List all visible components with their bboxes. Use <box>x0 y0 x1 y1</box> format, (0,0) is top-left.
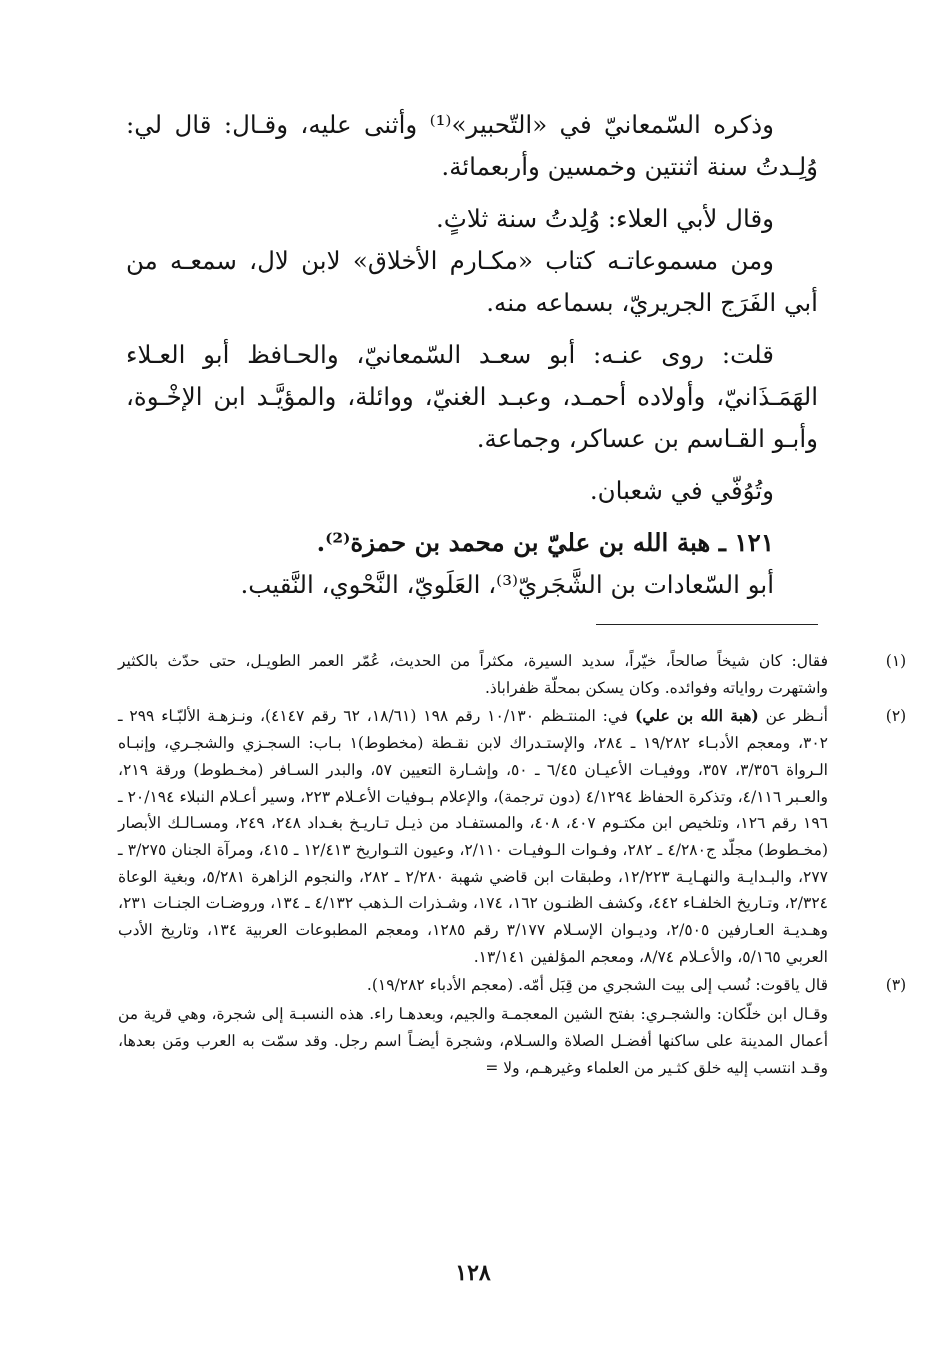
footnotes <box>118 648 907 1083</box>
paragraph-abu-alala: وقال لأبي العلاء: وُلِدتُ سنة ثلاثٍ. <box>435 204 774 233</box>
footnote-text <box>118 703 828 970</box>
footnote-subject: (هبة الله بن علي) <box>635 706 759 726</box>
paragraph-narrators: قلت: روى عنـه: أبو سعـد السّمعانيّ، والحـافظ أبو العـلاء الهَمَـذَانيّ، وأولاده أحمـد، وعبـد الغنيّ، ووائلة، والمؤيَّـد ابن الإخْـوة، وأبـو القـاسم بن عساكر، وجماعة. <box>126 340 818 453</box>
footnote-1 <box>118 648 907 701</box>
footnote-2 <box>118 703 907 970</box>
footnote-separator <box>596 624 818 625</box>
footnote-number: (٢) <box>885 707 907 726</box>
entry-title: ١٢١ ـ هبة الله بن عليّ بن محمد بن حمزة⁽²⁾. <box>316 528 774 557</box>
paragraph-death: وتُوُفّي في شعبان. <box>589 476 774 505</box>
paragraph-samani: وذكره السّمعانيّ في «التّحبير»⁽¹⁾ وأثنى عليه، وقـال: قال لي: وُلِـدتُ سنة اثنتين وخمسين وأربعمائة. <box>126 110 818 181</box>
entry-subtitle: أبو السّعادات بن الشَّجَريّ⁽³⁾، العَلَويّ، النَّحْوي، النَّقيب. <box>240 570 774 599</box>
footnote-number: (٣) <box>885 976 907 995</box>
footnote-body: في: المنتـظم ١٠/١٣٠ رقم ١٩٨ (١٨/٦١، ٦٢ رقم ٤١٤٧)، ونـزهـة الألبّـاء ٢٩٩ ـ ٣٠٢، ومعجم الأدبـاء ١٩/٢٨٢ ـ ٢٨٤، والإستـدراك لابن نقـطة (مخطوط)١ بـاب: السجـزي والشجـري، وإنبـاه الـرواة ٣/٣٥٦، ٣٥٧، ووفيـات الأعيـان ٦/٤٥ ـ ٥٠، وإشـارة التعيين ٥٧، والبدر السـافر (مخـطوط) ورقة ٢١٩، والعـبر ٤/١١٦، وتذكرة الحفاظ ٤/١٢٩٤ (دون ترجمة)، والإعلام بـوفيات الأعـلام ٢٢٣، وسير أعـلام النبلاء ٢٠/١٩٤ ـ ١٩٦ رقم ١٢٦، وتلخيص ابن مكتـوم ٤٠٧، ٤٠٨، والمستفـاد من ذيـل تـاريـخ بغـداد ٢٤٨، ٢٤٩، ومسـالـك الأبصار (مخـطوط) مجلّد ج٤/٢٨٠ ـ ٢٨٢، وفـوات الـوفيـات ٢/١١٠، وعيون التـواريخ ١٢/٤١٣ ـ ٤١٥، ومرآة الجنان ٣/٢٧٥ ـ ٢٧٧، والبـدايـة والنهـايـة ١٢/٢٢٣، وطبقات ابن قاضي شهبة ٢/٢٨٠ ـ ٢٨٢، والنجوم الزاهرة ٥/٢٨١، وبغية الوعاة ٢/٣٢٤، وتـاريخ الخلفـاء ٤٤٢، وكشف الظنـون ١٦٢، ١٧٤، وشـذرات الـذهب ٤/١٣٢ ـ ١٣٤، وروضـات الجنـات ٢٣١، وهـديـة العـارفين ٢/٥٠٥، وديـوان الإسـلام ٣/١٧٧ رقم ١٢٨٥، ومعجم المطبوعات العربية ١٣٤، وتاريخ الأدب العربي ٥/١٦٥، والأعـلام ٨/٧٤، ومعجم المؤلفين ١٣/١٤١. <box>118 707 829 966</box>
footnote-text: فقال: كان شيخاً صالحاً، خيّراً، سديد السيرة، مكثراً من الحديث، عُمّر العمر الطويـل، حتى حدّث بالكثير واشتهرت رواياته وفوائده. وكان يسكن بمحلّة ظفراباذ. <box>118 652 828 697</box>
footnote-continuation: وقـال ابن خلّكان: والشجـري: بفتح الشين المعجمـة والجيم، وبعدهـا راء. هذه النسبـة إلى شجرة، وهي قرية من أعمال المدينة على ساكنها أفضـل الصلاة والسـلام، وشجرة أيضـاً اسم رجل. وقد سمّت به العرب ومَن بعدها، وقـد انتسب إليه خلق كثـير من العلماء وغيرهـم، ولا = <box>118 1005 828 1077</box>
footnote-3 <box>118 972 907 1081</box>
footnote-number: (١) <box>885 652 907 670</box>
page-number: ١٢٨ <box>455 1260 491 1286</box>
footnote-lead: أنـظر عن <box>765 707 828 726</box>
main-text <box>126 104 818 606</box>
paragraph-masmuat: ومن مسموعاتـه كتاب «مكـارم الأخلاق» لابن لال، سمعـه من أبي الفَرَج الجريريّ، بسماعه منه. <box>126 246 818 317</box>
footnote-text: قال ياقوت: نُسب إلى بيت الشجري من قِبَل أمّه. (معجم الأدباء ١٩/٢٨٢). <box>366 976 828 995</box>
